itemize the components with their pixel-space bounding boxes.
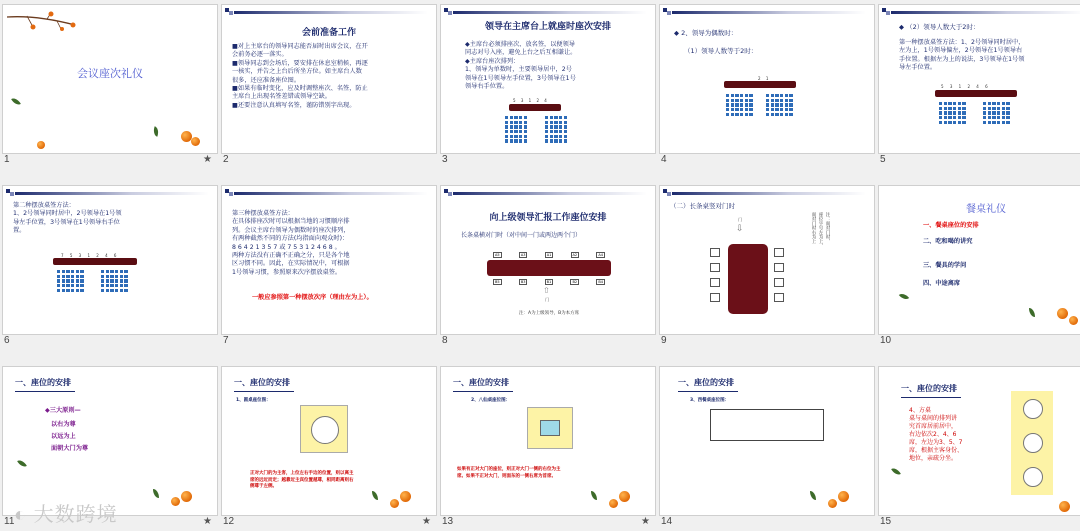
- slide-number: 2: [223, 154, 229, 165]
- diagram-caption: 如果有正对大门的座位，则正对大门一侧的右位为主 席。如果不正对大门，则面东的一侧右席为首席。: [457, 467, 561, 479]
- title-underline: [234, 391, 294, 392]
- slide-body: 长条桌横对门时（对中间一门或两边两个门）: [461, 232, 582, 239]
- leaf-icon: [17, 458, 27, 469]
- slide-thumbnail-2[interactable]: [219, 0, 437, 165]
- round-table: [1023, 399, 1043, 419]
- slide-number: 15: [880, 516, 892, 527]
- slide-number: 4: [661, 154, 667, 165]
- slide-subtitle: 2、八仙桌座位图：: [471, 398, 511, 403]
- slide-title: 一、座位的安排: [453, 378, 509, 387]
- square-table: [540, 420, 560, 436]
- watermark-logo: ◐ 大数跨境: [14, 504, 118, 526]
- slide-title: 领导在主席台上就座时座次安排: [484, 22, 611, 32]
- slide-title: 一、座位的安排: [678, 378, 734, 387]
- persimmon-icon: [400, 491, 411, 502]
- podium-table: [935, 90, 1017, 97]
- seat-label: B1: [546, 280, 552, 284]
- slide-number: 9: [661, 335, 667, 346]
- seat-label: B2: [572, 280, 578, 284]
- slide-body: 第三种摆放桌签方法： 在具体排座次时可以根据当地的习惯顺序排 列。会议主席台领导为偶数时的座次排列， 有两种截然不同的方法(均指面向观众时)： 8 6 4 2 1 3 5 7 或 7 5 3 1 2 4 6 8 。 两种方法没有正确不正确之分，只是各个地 区习惯不同。因此，在实际情况中，可根据 1号领导习惯，参照原来次序摆放桌签。: [232, 210, 350, 276]
- title-underline: [453, 391, 513, 392]
- slide-title: 餐桌礼仪: [966, 204, 1006, 215]
- slide-title: 向上级领导汇报工作座位安排: [489, 213, 607, 223]
- slide-number: 8: [442, 335, 448, 346]
- slide-number: 7: [223, 335, 229, 346]
- slide-title: 会前准备工作: [301, 28, 356, 38]
- watermark-text: 大数跨境: [33, 504, 118, 526]
- slide-number: 12: [223, 516, 235, 527]
- audience-seats-left: [726, 94, 753, 116]
- slide-thumbnail-15[interactable]: [876, 362, 1080, 527]
- slide-subtitle: 3、西餐桌座位图：: [690, 398, 730, 403]
- slide-canvas: [878, 366, 1080, 516]
- audience-seats-left: [57, 270, 84, 292]
- slide-canvas: [878, 4, 1080, 154]
- conference-table: [487, 260, 611, 276]
- menu-item-3: 三、餐具的学问: [923, 262, 967, 269]
- slide-canvas: [2, 4, 218, 154]
- persimmon-icon: [1057, 308, 1068, 319]
- slide-canvas: [440, 4, 656, 154]
- slide-thumbnail-12[interactable]: [219, 362, 437, 527]
- side-seats-right: [774, 248, 784, 302]
- header-bar: [441, 186, 655, 196]
- seat-label: B4: [598, 280, 603, 284]
- header-bar: [660, 186, 874, 196]
- header-bar: [222, 5, 436, 15]
- persimmon-icon: [191, 137, 200, 146]
- principle-item: 以右为尊: [51, 421, 76, 428]
- slide-canvas: [440, 185, 656, 335]
- slide-title: 一、座位的安排: [15, 378, 71, 387]
- vertical-note: 注：面对门时， 座位字号左为上， 面对门时右为上: [811, 212, 830, 248]
- table-layout-diagram: [1011, 391, 1053, 495]
- slide-number: 1: [4, 154, 10, 165]
- header-bar: [660, 5, 874, 15]
- round-table: [311, 416, 339, 444]
- seat-label: A5: [495, 253, 500, 257]
- seat-number-labels: 5 3 1 2 4 6: [941, 84, 991, 89]
- slide-note: 注：A为上级领导，B为本方席: [519, 311, 580, 316]
- slide-body: ■对上主席台的领导同志能否届时出席会议，在开 会前务必逐一落实。 ■领导同志到会场后，要安排在休息室稍候，再逐 一核实，并告之上台后所坐方位。如主席台人数 很多，还应准备座位图。 ■如果有临时变化，应及时调整座次、名签，防止 主席台上出现名签差错或领导空缺。 ■还要注意认真填写名签，谨防错别字出现。: [232, 43, 368, 109]
- slide-body: 第一种摆放桌签方法：1、2号领导同时居中， 左为上，1号领导偏左，2号领导在1号领导右 手位置。根据左为上的说法，3号领导在1号领 导左手位置。: [899, 39, 1025, 72]
- persimmon-icon: [181, 491, 192, 502]
- slide-thumbnail-1[interactable]: [0, 0, 218, 165]
- slide-thumbnail-10[interactable]: [876, 181, 1080, 346]
- header-bar: [879, 5, 1080, 15]
- slide-thumbnail-9[interactable]: [657, 181, 875, 346]
- slide-title: 一、座位的安排: [234, 378, 290, 387]
- slide-title: 会议座次礼仪: [77, 67, 143, 80]
- transition-star-icon: ★: [422, 516, 431, 527]
- up-arrow-icon: ⇧: [543, 286, 550, 295]
- leaf-icon: [1029, 308, 1035, 317]
- slide-thumbnail-6[interactable]: [0, 181, 218, 346]
- persimmon-icon: [390, 499, 399, 508]
- slide-canvas: [659, 185, 875, 335]
- header-bar: [441, 5, 655, 15]
- slide-body: （1）领导人数等于2时：: [684, 47, 758, 55]
- persimmon-icon: [619, 491, 630, 502]
- leaf-icon: [152, 126, 161, 137]
- audience-seats-right: [983, 102, 1010, 124]
- seat-label: A3: [520, 253, 526, 257]
- slide-thumbnail-4[interactable]: [657, 0, 875, 165]
- principle-heading: ◆三大原则—: [45, 407, 81, 414]
- leaf-icon: [891, 466, 901, 477]
- slide-title: 一、座位的安排: [901, 384, 957, 393]
- slide-canvas: [659, 366, 875, 516]
- round-table: [1023, 433, 1043, 453]
- slide-canvas: [659, 4, 875, 154]
- menu-item-1: 一、餐桌座位的安排: [923, 222, 979, 229]
- audience-seats-left: [505, 116, 527, 143]
- persimmon-icon: [1069, 316, 1078, 325]
- slide-number: 6: [4, 335, 10, 346]
- seat-label: A2: [572, 253, 578, 257]
- slide-canvas: [2, 366, 218, 516]
- slide-number: 14: [661, 516, 673, 527]
- menu-item-4: 四、中途离席: [923, 280, 961, 287]
- title-underline: [678, 391, 738, 392]
- seat-label: A1: [546, 253, 552, 257]
- slide-canvas: [878, 185, 1080, 335]
- seat-number-labels: 5 3 1 2 4: [513, 98, 549, 103]
- title-underline: [15, 391, 75, 392]
- audience-seats-right: [101, 270, 128, 292]
- slide-number: 10: [880, 335, 892, 346]
- leaf-icon: [11, 96, 21, 107]
- title-underline: [901, 397, 961, 398]
- slide-number: 11: [4, 516, 15, 527]
- header-bar: [222, 186, 436, 196]
- branch-decoration: [7, 11, 77, 31]
- slide-thumbnail-5[interactable]: [876, 0, 1080, 165]
- down-arrow-icon: ⇩: [736, 224, 744, 234]
- slide-canvas: [440, 366, 656, 516]
- seat-row-b: [493, 279, 605, 285]
- seat-label: B5: [495, 280, 500, 284]
- audience-seats-right: [545, 116, 567, 143]
- audience-seats-left: [939, 102, 966, 124]
- seat-label: B3: [520, 280, 526, 284]
- persimmon-icon: [37, 141, 45, 149]
- persimmon-icon: [828, 499, 837, 508]
- persimmon-icon: [838, 491, 849, 502]
- slide-thumbnail-7[interactable]: [219, 181, 437, 346]
- slide-body: 第二种摆放桌签方法： 1、2号领导同时居中，2号领导在1号领 导左手位置，3号领导在1号领导右手位 置。: [13, 202, 122, 235]
- conference-table: [728, 244, 768, 314]
- slide-thumbnail-14[interactable]: [657, 362, 875, 527]
- slide-title: （二）长条桌竖对门时: [670, 202, 735, 210]
- persimmon-icon: [609, 499, 618, 508]
- round-table: [1023, 467, 1043, 487]
- seat-number-labels: 7 5 3 1 2 4 6: [61, 253, 119, 258]
- round-table-diagram: [300, 405, 348, 453]
- long-table-diagram: [710, 409, 824, 441]
- principle-item: 面朝大门为尊: [51, 445, 89, 452]
- slide-number: 13: [442, 516, 454, 527]
- transition-star-icon: ★: [641, 516, 650, 527]
- side-seats-left: [710, 248, 720, 302]
- slide-emphasis: 一般应参照第一种摆放次序（理由左为上）。: [252, 294, 373, 301]
- door-label: 门: [738, 217, 742, 222]
- slide-thumbnail-13[interactable]: [438, 362, 656, 527]
- leaf-icon: [153, 489, 159, 498]
- slide-body: ◆主席台必须排座次、放名签，以便领导 同志对号入座，避免上台之后互相谦让。 ◆主席台座次排列： 1、领导为单数时，主要领导居中，2号 领导在1号领导左手位置，3号领导在1号 领导右手位置。: [465, 41, 577, 91]
- square-table-diagram: [527, 407, 573, 449]
- slide-title: ◆ （2）领导人数大于2时：: [899, 23, 980, 31]
- persimmon-icon: [1059, 501, 1070, 512]
- leaf-icon: [372, 491, 378, 500]
- slide-canvas: [221, 4, 437, 154]
- transition-star-icon: ★: [203, 154, 212, 165]
- principle-item: 以远为上: [51, 433, 76, 440]
- persimmon-icon: [171, 497, 180, 506]
- podium-table: [509, 104, 561, 111]
- slide-body: 4、方桌 桌与桌间的排列讲 究首席居前居中， 右边依次2、4、6 席，左边为3、5、7 席，根据主客身份、 地位，亲疏分坐。: [909, 407, 964, 462]
- seat-label: A4: [598, 253, 603, 257]
- podium-table: [53, 258, 137, 265]
- slide-canvas: [2, 185, 218, 335]
- slide-canvas: [221, 185, 437, 335]
- slide-title: ◆ 2、领导为偶数时：: [674, 29, 738, 37]
- podium-table: [724, 81, 796, 88]
- slide-thumbnail-8[interactable]: [438, 181, 656, 346]
- slide-thumbnail-3[interactable]: [438, 0, 656, 165]
- leaf-icon: [591, 491, 597, 500]
- seat-row-a: [493, 252, 605, 258]
- door-label: 门: [545, 297, 549, 302]
- leaf-icon: [899, 291, 909, 302]
- diagram-caption: 正对大门的为主客，上位左右手边的位置，则以离主 席的远近而定；越靠近主宾位置越尊，相同距离则右 侧尊于左侧。: [250, 471, 354, 489]
- slide-canvas: [221, 366, 437, 516]
- menu-item-2: 二、吃和喝的讲究: [923, 238, 973, 245]
- slide-number: 3: [442, 154, 448, 165]
- seat-number-labels: 2 1: [758, 76, 771, 81]
- audience-seats-right: [766, 94, 793, 116]
- slide-subtitle: 1、圆桌座位图：: [236, 398, 271, 403]
- header-bar: [3, 186, 217, 196]
- slide-number: 5: [880, 154, 886, 165]
- transition-star-icon: ★: [203, 516, 212, 527]
- leaf-icon: [810, 491, 816, 500]
